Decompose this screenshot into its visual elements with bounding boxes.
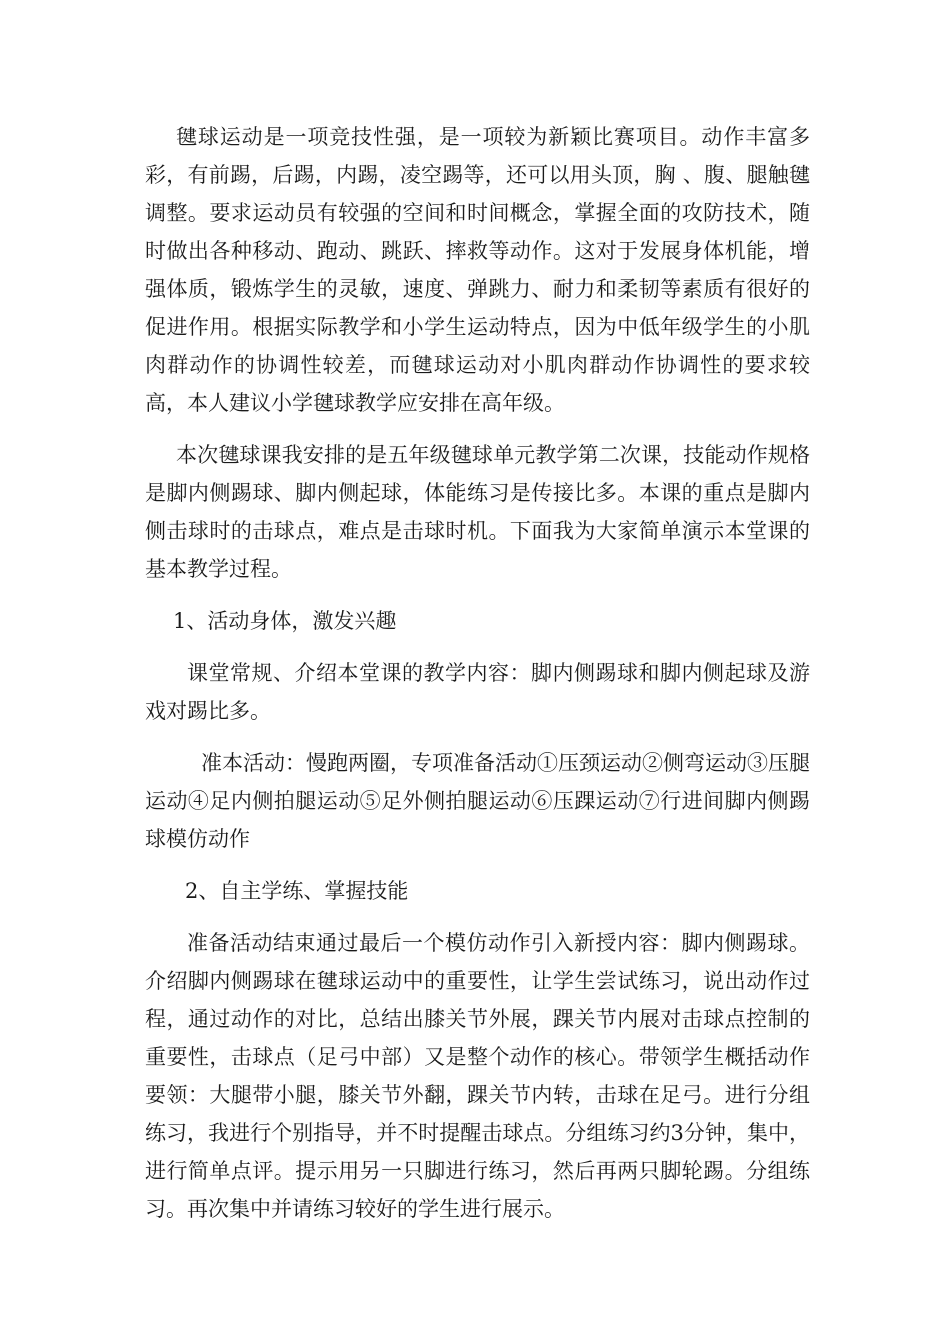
paragraph-routine: 课堂常规、介绍本堂课的教学内容：脚内侧踢球和脚内侧起球及游戏对踢比多。 [145, 661, 810, 723]
paragraph-warmup: 准本活动：慢跑两圈，专项准备活动①压颈运动②侧弯运动③压腿运动④足内侧拍腿运动⑤足外侧拍腿运动⑥压踝运动⑦行进间脚内侧踢球模仿动作 [145, 751, 810, 851]
document-body [145, 118, 810, 1228]
section-heading-2: 2、自主学练、掌握技能 [185, 879, 409, 903]
paragraph-lesson-overview: 本次毽球课我安排的是五年级毽球单元教学第二次课，技能动作规格是脚内侧踢球、脚内侧起球，体能练习是传接比多。本课的重点是脚内侧击球时的击球点，难点是击球时机。下面我为大家简单演示本堂课的基本教学过程。 [145, 443, 810, 581]
section-heading-1: 1、活动身体，激发兴趣 [173, 609, 397, 633]
paragraph-practice: 准备活动结束通过最后一个模仿动作引入新授内容：脚内侧踢球。介绍脚内侧踢球在毽球运动中的重要性，让学生尝试练习，说出动作过程，通过动作的对比，总结出膝关节外展，踝关节内展对击球点控制的重要性，击球点（足弓中部）又是整个动作的核心。带领学生概括动作要领：大腿带小腿，膝关节外翻，踝关节内转，击球在足弓。进行分组练习，我进行个别指导，并不时提醒击球点。分组练习约3分钟，集中，进行简单点评。提示用另一只脚进行练习，然后再两只脚轮踢。分组练习。再次集中并请练习较好的学生进行展示。 [145, 931, 810, 1221]
paragraph-intro: 毽球运动是一项竞技性强，是一项较为新颖比赛项目。动作丰富多彩，有前踢，后踢，内踢，凌空踢等，还可以用头顶，胸 、腹、腿触毽调整。要求运动员有较强的空间和时间概念，掌握全面的攻防技术，随时做出各种移动、跑动、跳跃、摔救等动作。这对于发展身体机能，增强体质，锻炼学生的灵敏，速度、弹跳力、耐力和柔韧等素质有很好的促进作用。根据实际教学和小学生运动特点，因为中低年级学生的小肌肉群动作的协调性较差，而毽球运动对小肌肉群动作协调性的要求较高，本人建议小学毽球教学应安排在高年级。 [145, 125, 810, 415]
